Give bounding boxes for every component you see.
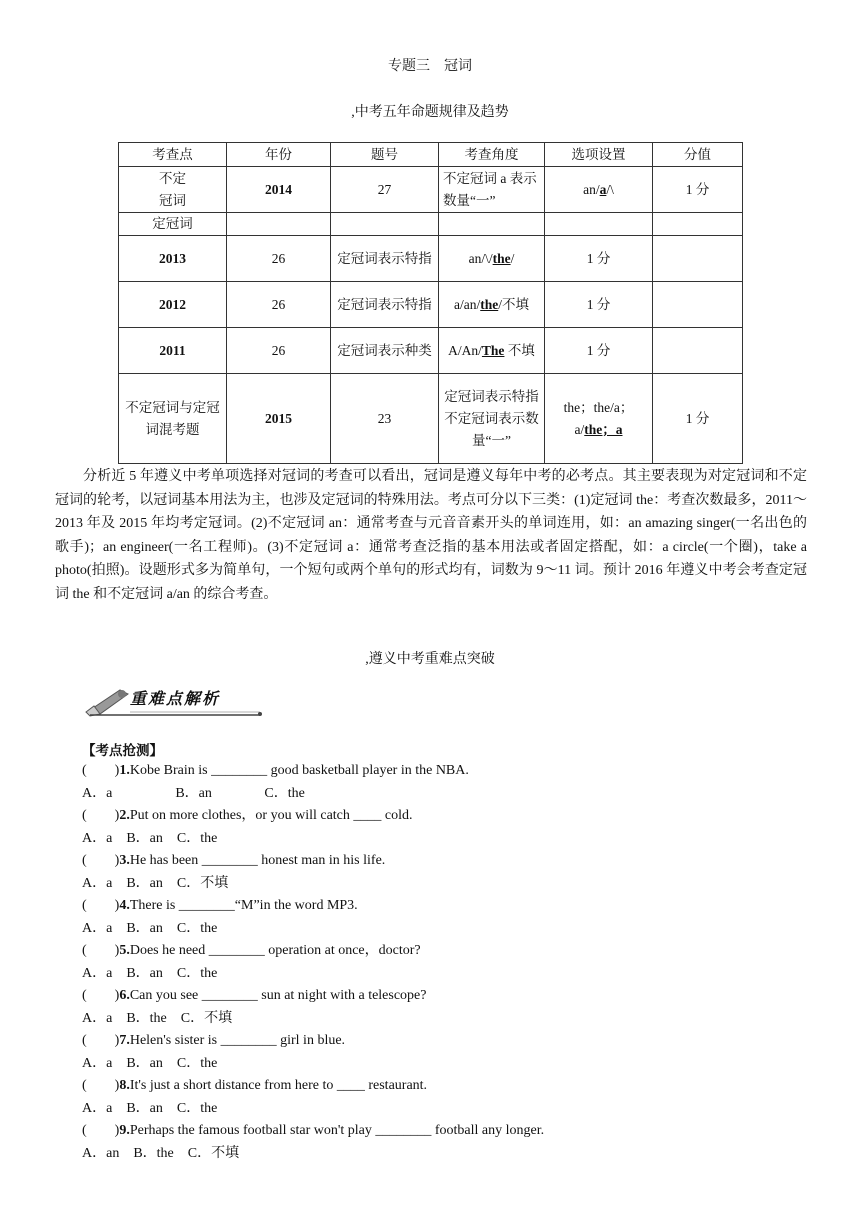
option-cell	[439, 236, 545, 282]
year-cell: 2014	[227, 167, 331, 213]
question-text: Put on more clothes，or you will catch ____ cold.	[129, 808, 413, 823]
table-row	[119, 328, 743, 374]
table-row	[119, 282, 743, 328]
empty-cell	[545, 213, 653, 236]
option-text: /\	[606, 181, 614, 197]
empty-cell	[331, 213, 439, 236]
question-number: 3.	[119, 853, 130, 868]
options-line: A．a B．an C．the	[82, 965, 218, 981]
option-text: /不填	[498, 296, 529, 312]
score-cell: 1 分	[653, 374, 743, 464]
point-cell: 定冠词	[119, 213, 227, 236]
option-cell	[545, 374, 653, 464]
empty-cell	[439, 213, 545, 236]
answer-text: a	[599, 181, 607, 197]
question-text: Perhaps the famous football star won't play ________ football any longer.	[129, 1123, 545, 1138]
angle-text: 定冠词表示特指	[444, 388, 539, 404]
header-cell: 分值	[653, 143, 743, 167]
option-text: 不填	[504, 342, 535, 358]
question-line: ( )3.He has been ________ honest man in his life.	[82, 853, 386, 868]
question-number: 1.	[119, 763, 130, 778]
question-line: ( )1.Kobe Brain is ________ good basketball player in the NBA.	[82, 763, 469, 778]
options-line: A．a B．an C．the	[82, 785, 305, 801]
year-cell: 2015	[227, 374, 331, 464]
number-cell: 26	[227, 328, 331, 374]
option-text: the；the/a；a/	[563, 399, 634, 437]
score-cell: 1 分	[545, 282, 653, 328]
empty-cell	[653, 328, 743, 374]
year-cell: 2012	[119, 282, 227, 328]
question-text: He has been ________ honest man in his life.	[129, 853, 386, 868]
empty-cell	[653, 282, 743, 328]
question-text: Does he need ________ operation at once，doctor?	[129, 943, 421, 958]
table-row	[119, 213, 743, 236]
table-row	[119, 167, 743, 213]
empty-cell	[227, 213, 331, 236]
angle-cell: 定冠词表示特指	[331, 282, 439, 328]
section-heading-breakthrough: ,遵义中考重难点突破	[365, 652, 495, 667]
option-cell	[439, 328, 545, 374]
header-cell: 年份	[227, 143, 331, 167]
page-title: 专题三 冠词	[388, 59, 472, 74]
question-text: There is ________“M”in the word MP3.	[129, 898, 358, 913]
point-text: 冠词	[159, 192, 186, 208]
angle-text: 不定冠词表示数量“一”	[444, 410, 539, 448]
empty-cell	[653, 213, 743, 236]
options-line: A．a B．an C．the	[82, 1100, 218, 1116]
score-cell: 1 分	[545, 236, 653, 282]
header-cell: 考查角度	[439, 143, 545, 167]
table-header-row	[119, 143, 743, 167]
question-line: ( )2.Put on more clothes，or you will catch ____ cold.	[82, 808, 413, 823]
point-text: 不定	[159, 170, 186, 186]
option-text: an/	[583, 181, 600, 197]
point-cell: 不定冠词与定冠词混考题	[119, 374, 227, 464]
options-line: A．an B．the C．不填	[82, 1145, 240, 1161]
header-cell: 考查点	[119, 143, 227, 167]
options-line: A．a B．an C．the	[82, 920, 218, 936]
answer-text: the	[492, 250, 511, 266]
question-text: Can you see ________ sun at night with a telescope?	[129, 988, 427, 1003]
options-line: A．a B．the C．不填	[82, 1010, 233, 1026]
options-line: A．a B．an C．不填	[82, 875, 229, 891]
question-list	[82, 760, 802, 1165]
question-number: 6.	[119, 988, 130, 1003]
option-text: /	[510, 250, 515, 266]
angle-cell: 定冠词表示特指	[331, 236, 439, 282]
question-number: 8.	[119, 1078, 130, 1093]
angle-cell	[439, 374, 545, 464]
question-line: ( )8.It's just a short distance from here to ____ restaurant.	[82, 1078, 428, 1093]
question-line: ( )6.Can you see ________ sun at night with a telescope?	[82, 988, 427, 1003]
question-line: ( )5.Does he need ________ operation at once，doctor?	[82, 943, 421, 958]
analysis-paragraph: 分析近 5 年遵义中考单项选择对冠词的考查可以看出，冠词是遵义每年中考的必考点。其主要表现为对定冠词和不定冠词的轮考，以冠词基本用法为主，也涉及定冠词的特殊用法。考点可分以下三类：(1)定冠词 the：考查次数最多，2011～2013 年及 2015 年均考定冠词。(2)不定冠词 an：通常考查与元音音素开头的单词连用，如：an amazing singer(一名出色的歌手)；an engineer(一名工程师)。(3)不定冠词 a：通常考查泛指的基本用法或者固定搭配，如：a circle(一个圈)，take a photo(拍照)。设题形式多为简单句，一个短句或两个单句的形式均有，词数为 9～11 词。预计 2016 年遵义中考会考查定冠词 the 和不定冠词 a/an 的综合考查。	[55, 469, 807, 602]
empty-cell	[653, 236, 743, 282]
question-number: 7.	[119, 1033, 130, 1048]
score-cell: 1 分	[653, 167, 743, 213]
section-label: 【考点抢测】	[82, 743, 163, 759]
question-line: ( )9.Perhaps the famous football star won't play ________ football any longer.	[82, 1123, 545, 1138]
year-cell: 2011	[119, 328, 227, 374]
option-text: A/An/	[448, 342, 482, 358]
option-text: a/an/	[453, 296, 481, 312]
options-line: A．a B．an C．the	[82, 1055, 218, 1071]
options-line: A．a B．an C．the	[82, 830, 218, 846]
option-cell	[545, 167, 653, 213]
question-number: 9.	[119, 1123, 130, 1138]
table-row	[119, 236, 743, 282]
answer-text: the	[480, 296, 499, 312]
score-cell: 1 分	[545, 328, 653, 374]
number-cell: 26	[227, 282, 331, 328]
option-text: an/\/	[468, 250, 493, 266]
exam-table	[118, 142, 743, 464]
answer-text: The	[481, 342, 505, 358]
number-cell: 26	[227, 236, 331, 282]
angle-cell: 不定冠词 a 表示数量“一”	[439, 167, 545, 213]
section-heading-trends: ,中考五年命题规律及趋势	[351, 105, 509, 120]
question-text: Helen's sister is ________ girl in blue.	[129, 1033, 346, 1048]
answer-text: the；a	[584, 421, 623, 437]
table-row	[119, 374, 743, 464]
point-cell	[119, 167, 227, 213]
header-cell: 选项设置	[545, 143, 653, 167]
option-cell	[439, 282, 545, 328]
number-cell: 23	[331, 374, 439, 464]
question-number: 2.	[119, 808, 130, 823]
header-cell: 题号	[331, 143, 439, 167]
question-line: ( )4.There is ________“M”in the word MP3.	[82, 898, 358, 913]
banner-title: 重难点解析	[130, 689, 221, 708]
question-text: It's just a short distance from here to ____ restaurant.	[129, 1078, 428, 1093]
question-line: ( )7.Helen's sister is ________ girl in blue.	[82, 1033, 346, 1048]
angle-cell: 定冠词表示种类	[331, 328, 439, 374]
question-number: 5.	[119, 943, 130, 958]
year-cell: 2013	[119, 236, 227, 282]
question-text: Kobe Brain is ________ good basketball player in the NBA.	[129, 763, 469, 778]
number-cell: 27	[331, 167, 439, 213]
question-number: 4.	[119, 898, 130, 913]
